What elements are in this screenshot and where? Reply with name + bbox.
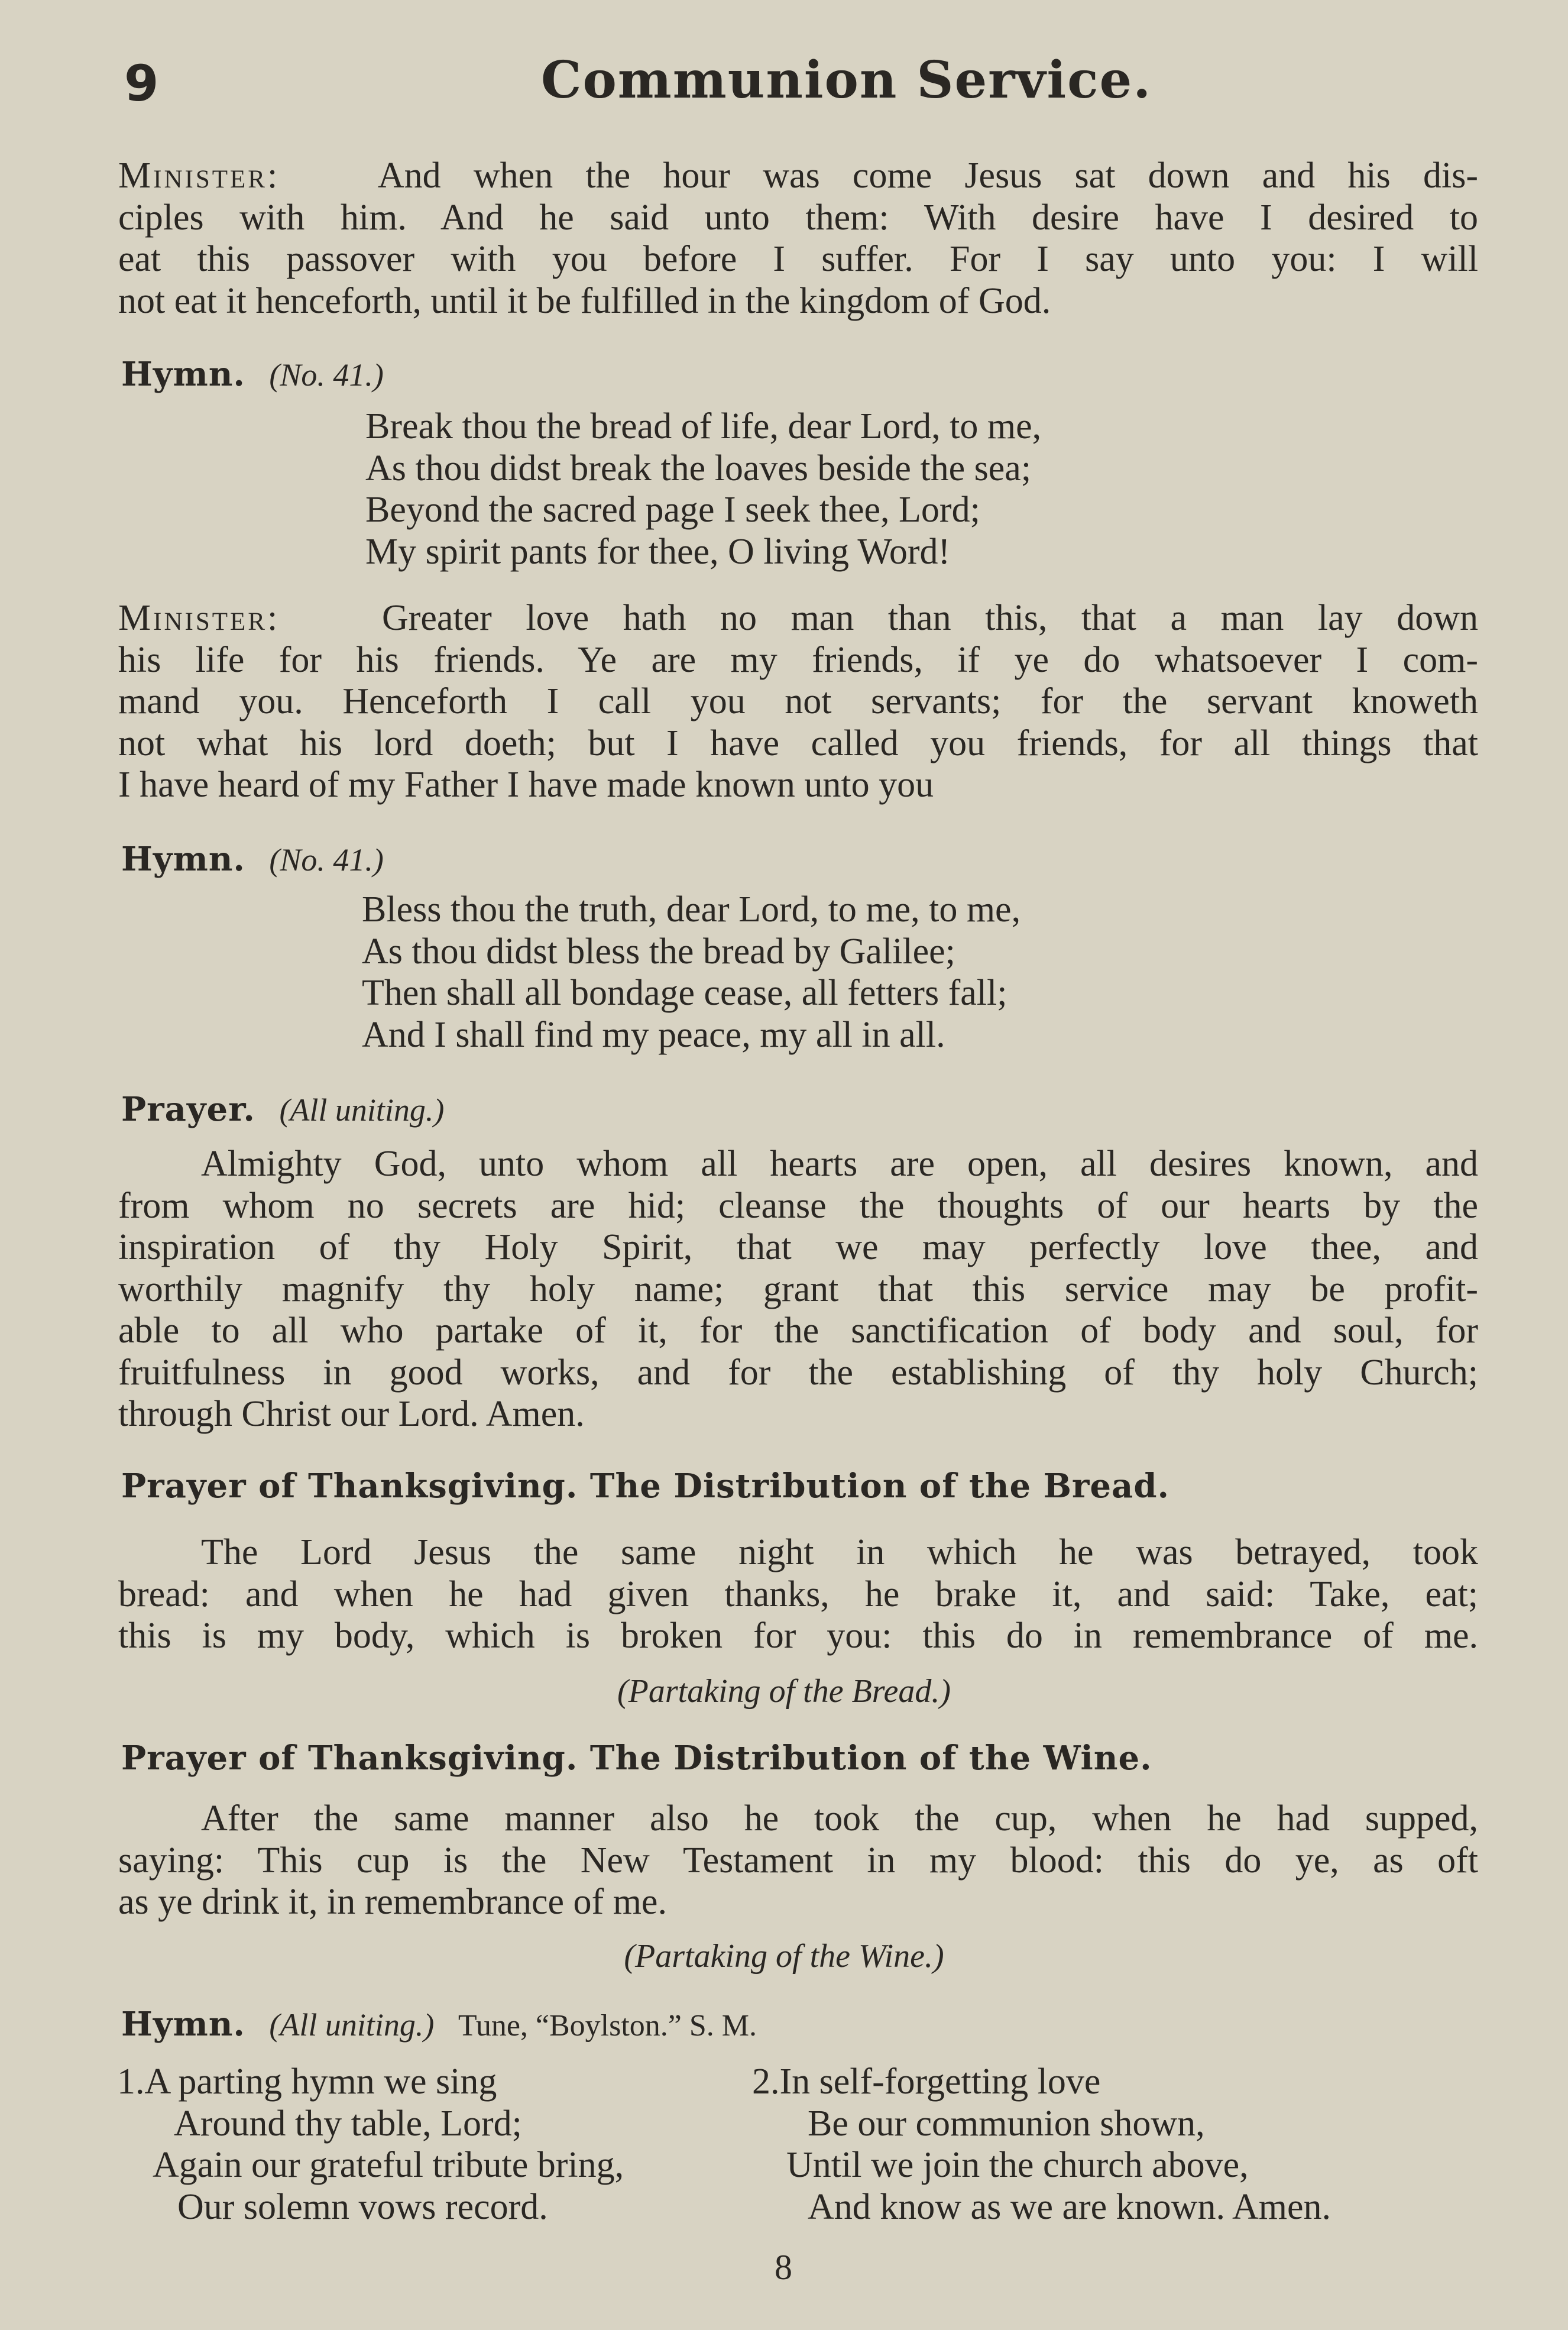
prayer-text: Almighty God, unto whom all hearts are open, all desires known, and from whom no secrets are hid; cleanse the thoughts of our hearts by the inspiration of thy Holy Spirit, that we may perfectly love thee, and worthily magnify thy holy name; grant that this service may be profit- able to all who partake of it, for the sanctification of body and soul, for fruitfulness in good works, and for the establishing of thy holy Church; through Christ our Lord. Amen. <box>118 1144 1478 1434</box>
page-title: Communion Service. <box>541 50 1152 110</box>
wine-heading: Prayer of Thanksgiving. The Distribution of the Wine. <box>121 1739 1152 1778</box>
bread-rubric: (Partaking of the Bread.) <box>617 1673 951 1710</box>
hymn-verse-2: Bless thou the truth, dear Lord, to me, to me, As thou didst bless the bread by Galilee; Then shall all bondage cease, all fetters fall; And I shall find my peace, my all in all. <box>362 889 1021 1055</box>
wine-rubric: (Partaking of the Wine.) <box>624 1938 944 1975</box>
hymn-heading-2: Hymn. (No. 41.) <box>121 840 384 879</box>
bread-text: The Lord Jesus the same night in which he was betrayed, took bread: and when he had given thanks, he brake it, and said: Take, eat; this is my body, which is broken for you: this do in remembrance of me. <box>118 1532 1478 1656</box>
prayer-heading: Prayer. (All uniting.) <box>121 1090 445 1129</box>
page-number-top: 9 <box>124 54 159 112</box>
hymn-verse-1: Break thou the bread of life, dear Lord, to me, As thou didst break the loaves beside the sea; Beyond the sacred page I seek thee, Lord; My spirit pants for thee, O living Word! <box>365 406 1042 572</box>
speaker-label: Minister: <box>118 598 280 638</box>
wine-text: After the same manner also he took the cup, when he had supped, saying: This cup is the New Testament in my blood: this do ye, as oft as ye drink it, in remembrance of me. <box>118 1798 1478 1922</box>
bread-heading: Prayer of Thanksgiving. The Distribution of the Bread. <box>121 1467 1169 1506</box>
hymn-3-verse-1: 1.A parting hymn we sing Around thy table, Lord; Again our grateful tribute bring, Our solemn vows record. <box>117 2062 624 2227</box>
page-number-bottom: 8 <box>775 2248 792 2287</box>
hymn-heading-1: Hymn. (No. 41.) <box>121 355 384 394</box>
hymn-3-verse-2: 2.In self-forgetting love Be our communion shown, Until we join the church above, And know as we are known. Amen. <box>752 2062 1331 2227</box>
hymn-heading-3: Hymn. (All uniting.) Tune, “Boylston.” S. M. <box>121 2005 757 2044</box>
minister-passage-2: Minister: Greater love hath no man than this, that a man lay down his life for his friends. Ye are my friends, if ye do whatsoever I com- mand you. Henceforth I call you not servants; for the servant knoweth not what his lord doeth; but I have called you friends, for all things that I have heard of my Father I have made known unto you <box>118 598 1479 805</box>
minister-passage-1: Minister: And when the hour was come Jesus sat down and his dis- ciples with him. And he said unto them: With desire have I desired to eat this passover with you before I suffer. For I say unto you: I will not eat it henceforth, until it be fulfilled in the kingdom of God. <box>118 156 1479 321</box>
speaker-label: Minister: <box>118 156 280 196</box>
